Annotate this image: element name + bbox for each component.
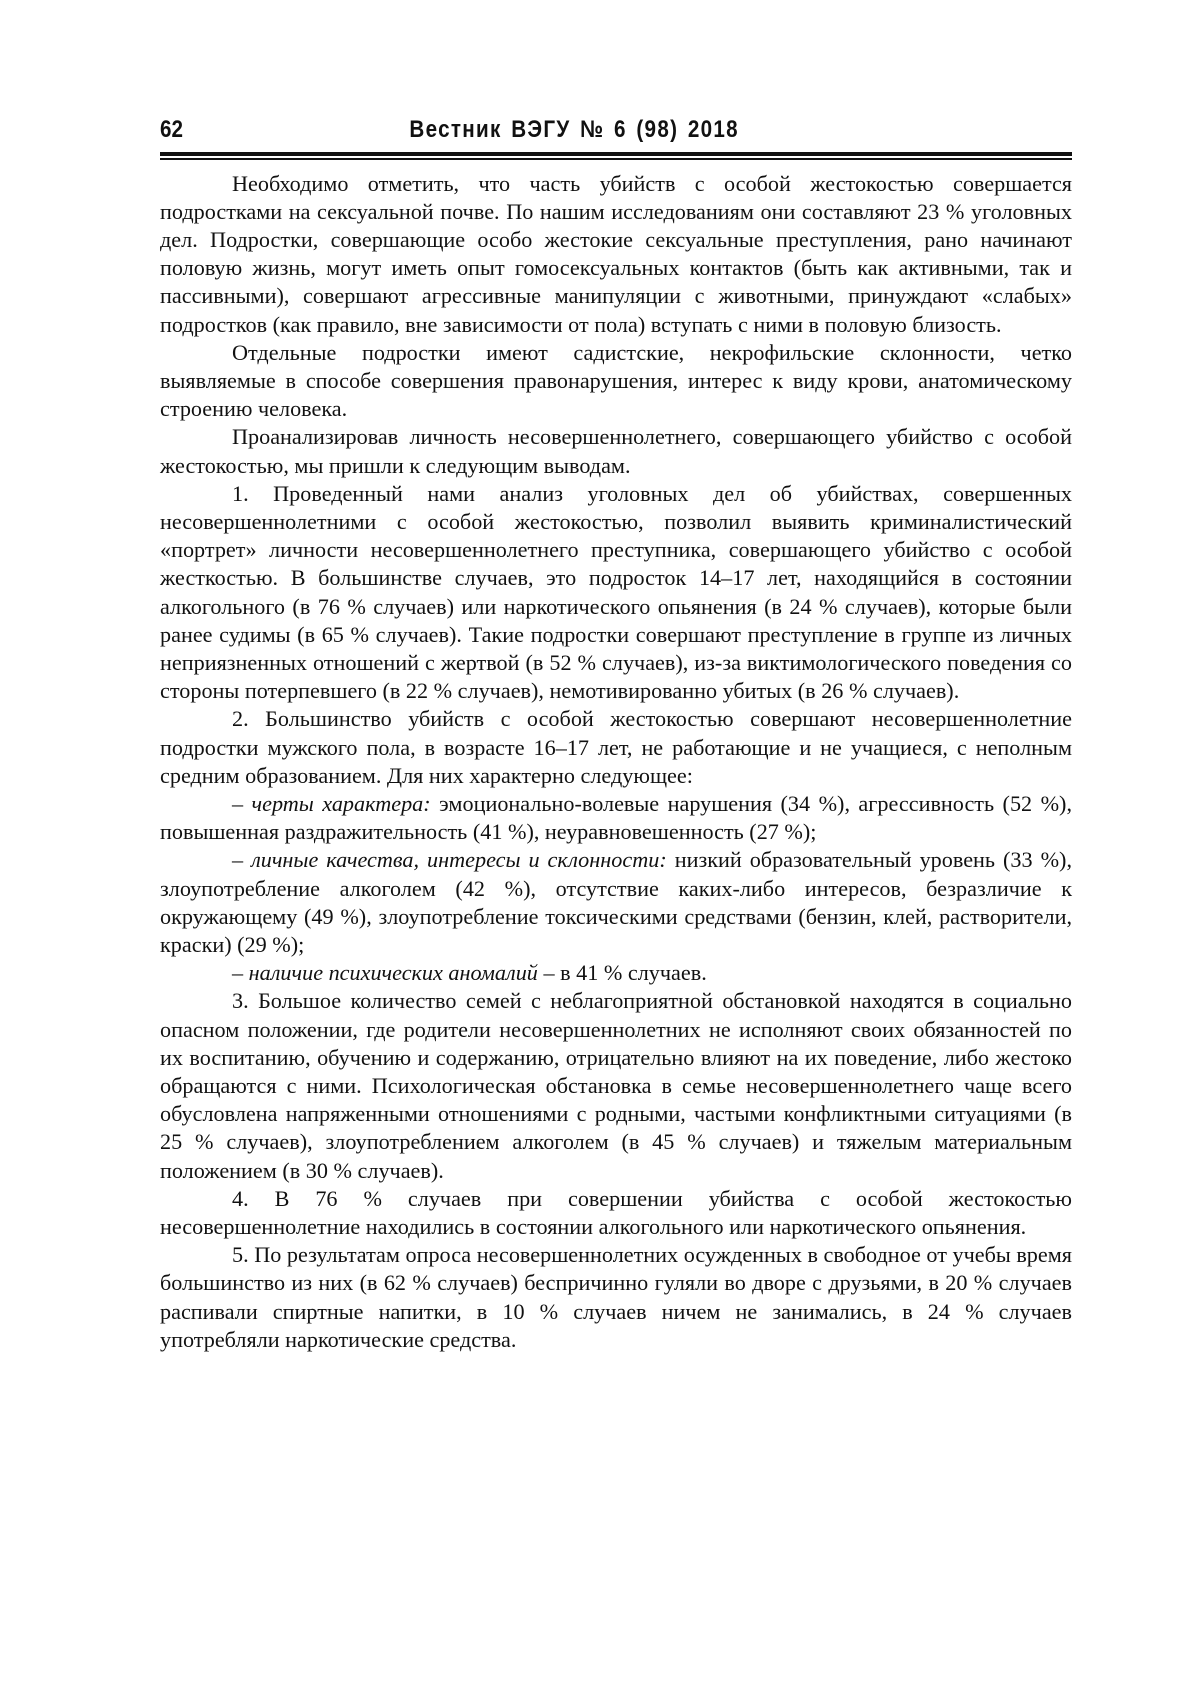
list-item-character-traits bbox=[160, 790, 1072, 846]
header-rule-thick bbox=[160, 152, 1072, 156]
paragraph-conclusion-2: 2. Большинство убийств с особой жестокостью совершают несовершеннолетние подростки мужского пола, в возрасте 16–17 лет, не работающие и не учащиеся, с неполным средним образованием. Для них характерно следующее: bbox=[160, 706, 1072, 788]
page-number: 62 bbox=[160, 116, 183, 143]
list-item-personal-qualities bbox=[160, 846, 1072, 959]
article-body bbox=[160, 170, 1072, 1355]
header-rule-thin bbox=[160, 158, 1072, 160]
paragraph-conclusion-3: 3. Большое количество семей с неблагоприятной обстановкой находятся в социально опасном положении, где родители несовершеннолетних не исполняют своих обязанностей по их воспитанию, обучению и содержанию, отрицательно влияют на их поведение, либо жестоко обращаются с ними. Психологическая обстановка в семье несовершеннолетнего чаще всего обусловлена напряженными отношениями с родными, частыми конфликтными ситуациями (в 25 % случаев), злоупотреблением алкоголем (в 45 % случаев) и тяжелым материальным положением (в 30 % случаев). bbox=[160, 988, 1072, 1183]
list-item-heading: – наличие психических аномалий bbox=[232, 960, 538, 986]
list-item-heading: – личные качества, интересы и склонности: bbox=[232, 847, 667, 873]
running-header bbox=[160, 112, 1072, 148]
journal-page bbox=[160, 112, 1072, 1354]
journal-title: Вестник ВЭГУ № 6 (98) 2018 bbox=[409, 116, 739, 143]
list-item-mental-anomalies bbox=[160, 959, 1072, 987]
list-item-text: низкий образовательный уровень (33 %), злоупотребление алкоголем (42 %), отсутствие каких-либо интересов, безразличие к окружающему (49 %), злоупотребление токсическими средствами (бензин, клей, растворители, краски) (29 %); bbox=[160, 847, 1072, 957]
list-item-heading: – черты характера: bbox=[232, 790, 431, 816]
list-item-text: эмоционально-волевые нарушения (34 %), агрессивность (52 %), повышенная раздражительность (41 %), неуравновешенность (27 %); bbox=[160, 790, 1072, 845]
paragraph-conclusion-5: 5. По результатам опроса несовершеннолетних осужденных в свободное от учебы время большинство из них (в 62 % случаев) беспричинно гуляли во дворе с друзьями, в 20 % случаев распивали спиртные напитки, в 10 % случаев ничем не занимались, в 24 % случаев употребляли наркотические средства. bbox=[160, 1242, 1072, 1352]
paragraph-1: Необходимо отметить, что часть убийств с особой жестокостью совершается подростками на сексуальной почве. По нашим исследованиям они составляют 23 % уголовных дел. Подростки, совершающие особо жестокие сексуальные преступления, рано начинают половую жизнь, могут иметь опыт гомосексуальных контактов (быть как активными, так и пассивными), совершают агрессивные манипуляции с животными, принуждают «слабых» подростков (как правило, вне зависимости от пола) вступать с ними в половую близость. bbox=[160, 170, 1072, 337]
list-item-text: – в 41 % случаев. bbox=[537, 960, 707, 986]
paragraph-conclusion-1: 1. Проведенный нами анализ уголовных дел об убийствах, совершенных несовершеннолетними с особой жестокостью, позволил выявить криминалистический «портрет» личности несовершеннолетнего преступника, совершающего убийство с особой жесткостью. В большинстве случаев, это подросток 14–17 лет, находящийся в состоянии алкогольного (в 76 % случаев) или наркотического опьянения (в 24 % случаев), которые были ранее судимы (в 65 % случаев). Такие подростки совершают преступление в группе из личных неприязненных отношений с жертвой (в 52 % случаев), из-за виктимологического поведения со стороны потерпевшего (в 22 % случаев), немотивированно убитых (в 26 % случаев). bbox=[160, 480, 1072, 704]
paragraph-2: Отдельные подростки имеют садистские, некрофильские склонности, четко выявляемые в способе совершения правонарушения, интерес к виду крови, анатомическому строению человека. bbox=[160, 339, 1072, 422]
paragraph-3: Проанализировав личность несовершеннолетнего, совершающего убийство с особой жестокостью, мы пришли к следующим выводам. bbox=[160, 424, 1072, 478]
paragraph-conclusion-4: 4. В 76 % случаев при совершении убийства с особой жестокостью несовершеннолетние находились в состоянии алкогольного или наркотического опьянения. bbox=[160, 1185, 1072, 1240]
